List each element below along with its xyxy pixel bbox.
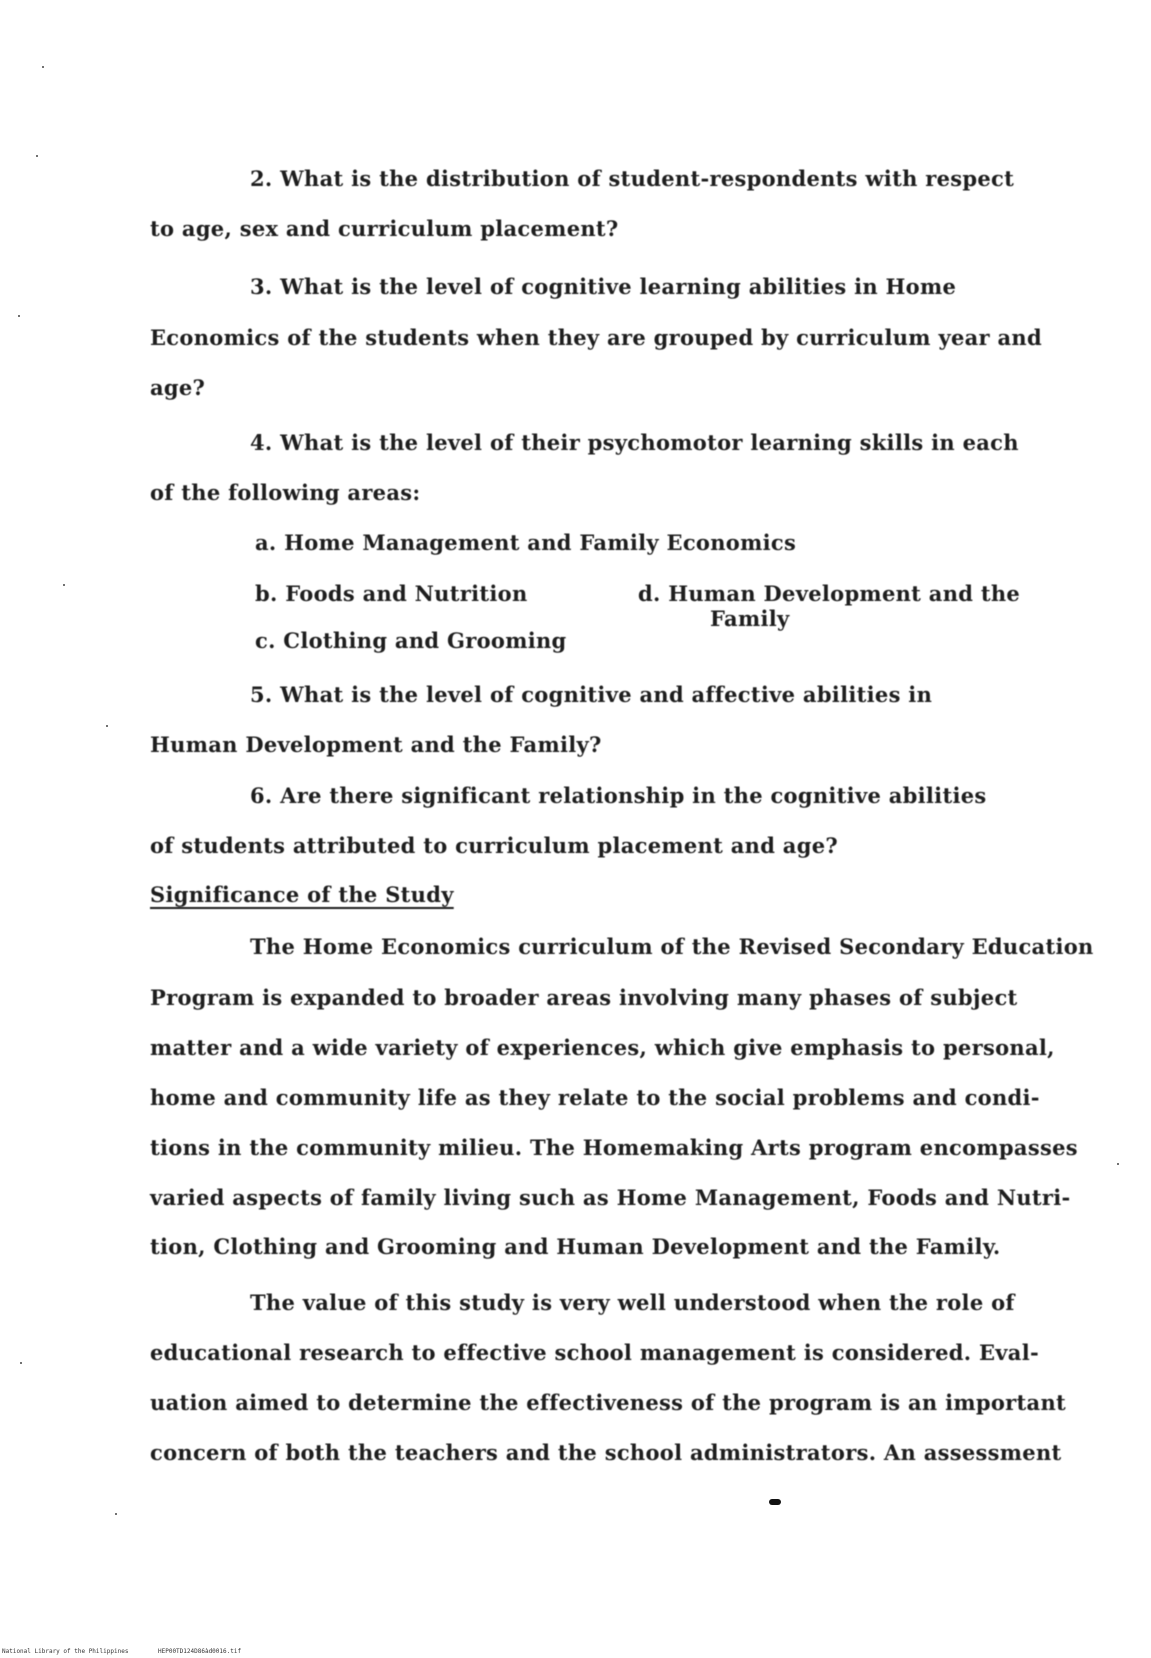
paragraph-1-line-5: tions in the community milieu. The Homemaking Arts program encompasses xyxy=(150,1135,1078,1160)
question-5-line-2: Human Development and the Family? xyxy=(150,732,602,757)
area-d-line-2: Family xyxy=(710,606,790,631)
paragraph-2-line-3: uation aimed to determine the effectiveness of the program is an important xyxy=(150,1390,1067,1415)
paragraph-1-line-4: home and community life as they relate to the social problems and condi- xyxy=(150,1085,1040,1110)
page-marker xyxy=(769,1499,781,1505)
scan-speck xyxy=(42,66,44,68)
question-3-line-1: 3. What is the level of cognitive learning abilities in Home xyxy=(250,274,957,299)
area-c: c. Clothing and Grooming xyxy=(255,628,567,653)
area-a: a. Home Management and Family Economics xyxy=(255,530,797,555)
footer-library: National Library of the Philippines xyxy=(2,1648,129,1655)
paragraph-2-line-2: educational research to effective school management is considered. Eval- xyxy=(150,1340,1039,1365)
question-3-line-2: Economics of the students when they are grouped by curriculum year and xyxy=(150,325,1042,350)
question-2-line-2: to age, sex and curriculum placement? xyxy=(150,216,619,241)
scan-speck xyxy=(20,1362,22,1364)
question-3-line-3: age? xyxy=(150,375,206,400)
question-2-line-1: 2. What is the distribution of student-respondents with respect xyxy=(250,166,1015,191)
area-d-line-1: d. Human Development and the xyxy=(638,581,1021,606)
question-5-line-1: 5. What is the level of cognitive and affective abilities in xyxy=(250,682,933,707)
scan-speck xyxy=(63,584,65,586)
scan-speck xyxy=(106,725,108,727)
scan-speck xyxy=(18,315,20,317)
footer-filename: HEP00TD124D86àd0016.tif xyxy=(158,1648,242,1655)
question-6-line-1: 6. Are there significant relationship in the cognitive abilities xyxy=(250,783,987,808)
scan-speck xyxy=(36,155,38,157)
paragraph-2-line-4: concern of both the teachers and the school administrators. An assessment xyxy=(150,1440,1062,1465)
question-4-line-2: of the following areas: xyxy=(150,480,421,505)
scan-speck xyxy=(115,1513,117,1515)
paragraph-1-line-7: tion, Clothing and Grooming and Human Development and the Family. xyxy=(150,1234,1001,1259)
question-6-line-2: of students attributed to curriculum placement and age? xyxy=(150,833,838,858)
scan-speck xyxy=(1117,1163,1119,1165)
area-b: b. Foods and Nutrition xyxy=(255,581,528,606)
paragraph-1-line-3: matter and a wide variety of experiences, which give emphasis to personal, xyxy=(150,1035,1055,1060)
paragraph-1-line-1: The Home Economics curriculum of the Revised Secondary Education xyxy=(250,934,1094,959)
paragraph-1-line-6: varied aspects of family living such as Home Management, Foods and Nutri- xyxy=(150,1185,1071,1210)
paragraph-1-line-2: Program is expanded to broader areas involving many phases of subject xyxy=(150,985,1018,1010)
paragraph-2-line-1: The value of this study is very well understood when the role of xyxy=(250,1290,1015,1315)
question-4-line-1: 4. What is the level of their psychomotor learning skills in each xyxy=(250,430,1019,455)
section-heading: Significance of the Study xyxy=(150,882,454,907)
